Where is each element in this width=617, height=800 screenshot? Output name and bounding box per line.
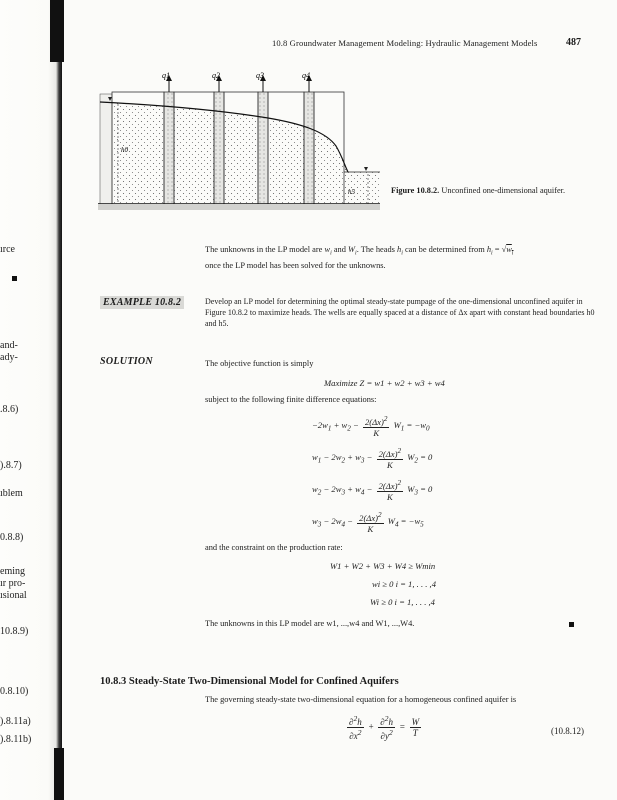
h0-label: h0 <box>121 146 128 154</box>
aquifer-figure <box>98 72 380 220</box>
nonneg-W: Wi ≥ 0 i = 1, . . . ,4 <box>370 597 435 607</box>
fd-equation-1: $-2w_1 + w_2$ − $\frac{2(\Delta x)^2}{K}$ $W_1 = -w_0$ <box>312 415 430 438</box>
running-header: 10.8 Groundwater Management Modeling: Hydraulic Management Models <box>272 38 538 48</box>
figure-caption <box>391 185 601 196</box>
margin-fragment: 0.8.10) <box>0 686 29 697</box>
end-of-example-mark <box>569 622 574 627</box>
pumping-arrows <box>169 78 309 92</box>
gutter-shadow-top <box>50 0 64 62</box>
margin-fragment: eming <box>0 566 25 577</box>
well-label: q4 <box>302 72 310 80</box>
left-boundary-wall <box>100 94 112 204</box>
margin-end-mark <box>12 276 17 281</box>
subject-to-text: subject to the following finite difference equations: <box>205 395 377 404</box>
example-text: Develop an LP model for determining the optimal steady-state pumpage of the one-dimensional unconfined aquifer in Figure 10.8.2 to maximize heads. The wells are equally spaced at a distance of Δx apart with constant head boundaries h0 and h5. <box>205 297 595 328</box>
objective-intro: The objective function is simply <box>205 359 314 368</box>
margin-fragment: ısional <box>0 590 27 601</box>
section-heading: 10.8.3 Steady-State Two-Dimensional Model for Confined Aquifers <box>100 676 399 687</box>
impermeable-layer <box>98 204 380 210</box>
margin-fragment: .8.6) <box>0 404 19 415</box>
solution-closing: The unknowns in this LP model are w1, ...,w4 and W1, ...,W4. <box>205 619 415 628</box>
margin-fragment: ır pro- <box>0 578 26 589</box>
margin-fragment: 10.8.9) <box>0 626 29 637</box>
fd-equation-3: $w_2 - 2w_3 + w_4$ − $\frac{2(\Delta x)^2}{K}$ $W_3 = 0$ <box>312 479 433 502</box>
margin-fragment: 0.8.8) <box>0 532 24 543</box>
margin-fragment: ).8.7) <box>0 460 22 471</box>
margin-fragment: ).8.11b) <box>0 734 32 745</box>
nonneg-w: wi ≥ 0 i = 1, . . . ,4 <box>372 579 436 589</box>
section-intro: The governing steady-state two-dimensional equation for a homogeneous confined aquifer is <box>205 695 517 704</box>
right-water-marker <box>364 167 368 171</box>
well-label: q2 <box>212 72 220 80</box>
well-4 <box>304 92 314 204</box>
margin-fragment: ).8.11a) <box>0 716 31 727</box>
margin-fragment: ırce <box>0 244 15 255</box>
saturated-zone <box>100 102 380 204</box>
h5-label: h5 <box>348 188 355 196</box>
page-gutter <box>0 0 62 800</box>
figure-caption-text: Unconfined one-dimensional aquifer. <box>441 186 566 195</box>
fd-equation-2: $w_1 - 2w_2 + w_3$ − $\frac{2(\Delta x)^2}{K}$ $W_2 = 0$ <box>312 447 433 470</box>
well-3 <box>258 92 268 204</box>
example-label: EXAMPLE 10.8.2 <box>100 296 184 309</box>
intro-paragraph: The unknowns in the LP model are $w_i$ and $W_i$. The heads $h_i$ can be determined from $h_i = √w_i$ once the LP model has been solved for the unknowns. <box>205 245 514 270</box>
production-constraint: W1 + W2 + W3 + W4 ≥ Wmin <box>330 561 436 571</box>
page-number: 487 <box>566 37 581 48</box>
well-2 <box>214 92 224 204</box>
margin-fragment: ıblem <box>0 488 23 499</box>
gutter-shadow-bottom <box>54 748 64 800</box>
objective-equation: Maximize Z = w1 + w2 + w3 + w4 <box>324 378 445 388</box>
constraint-intro: and the constraint on the production rate: <box>205 543 343 552</box>
well-1 <box>164 92 174 204</box>
figure-caption-label: Figure 10.8.2. <box>391 186 440 195</box>
well-label: q3 <box>256 72 264 80</box>
margin-fragment: ady- <box>0 352 18 363</box>
governing-equation: $\frac{\partial^2h}{\partial x^2}$ + $\frac{\partial^2h}{\partial y^2}$ = $\frac{W}{T}$ <box>349 714 420 741</box>
margin-fragment: and- <box>0 340 18 351</box>
equation-number: (10.8.12) <box>551 726 584 736</box>
fd-equation-4: $w_3 - 2w_4$ − $\frac{2(\Delta x)^2}{K}$ $W_4 = -w_5$ <box>312 511 424 534</box>
well-label: q1 <box>162 72 170 80</box>
solution-label: SOLUTION <box>100 356 153 367</box>
